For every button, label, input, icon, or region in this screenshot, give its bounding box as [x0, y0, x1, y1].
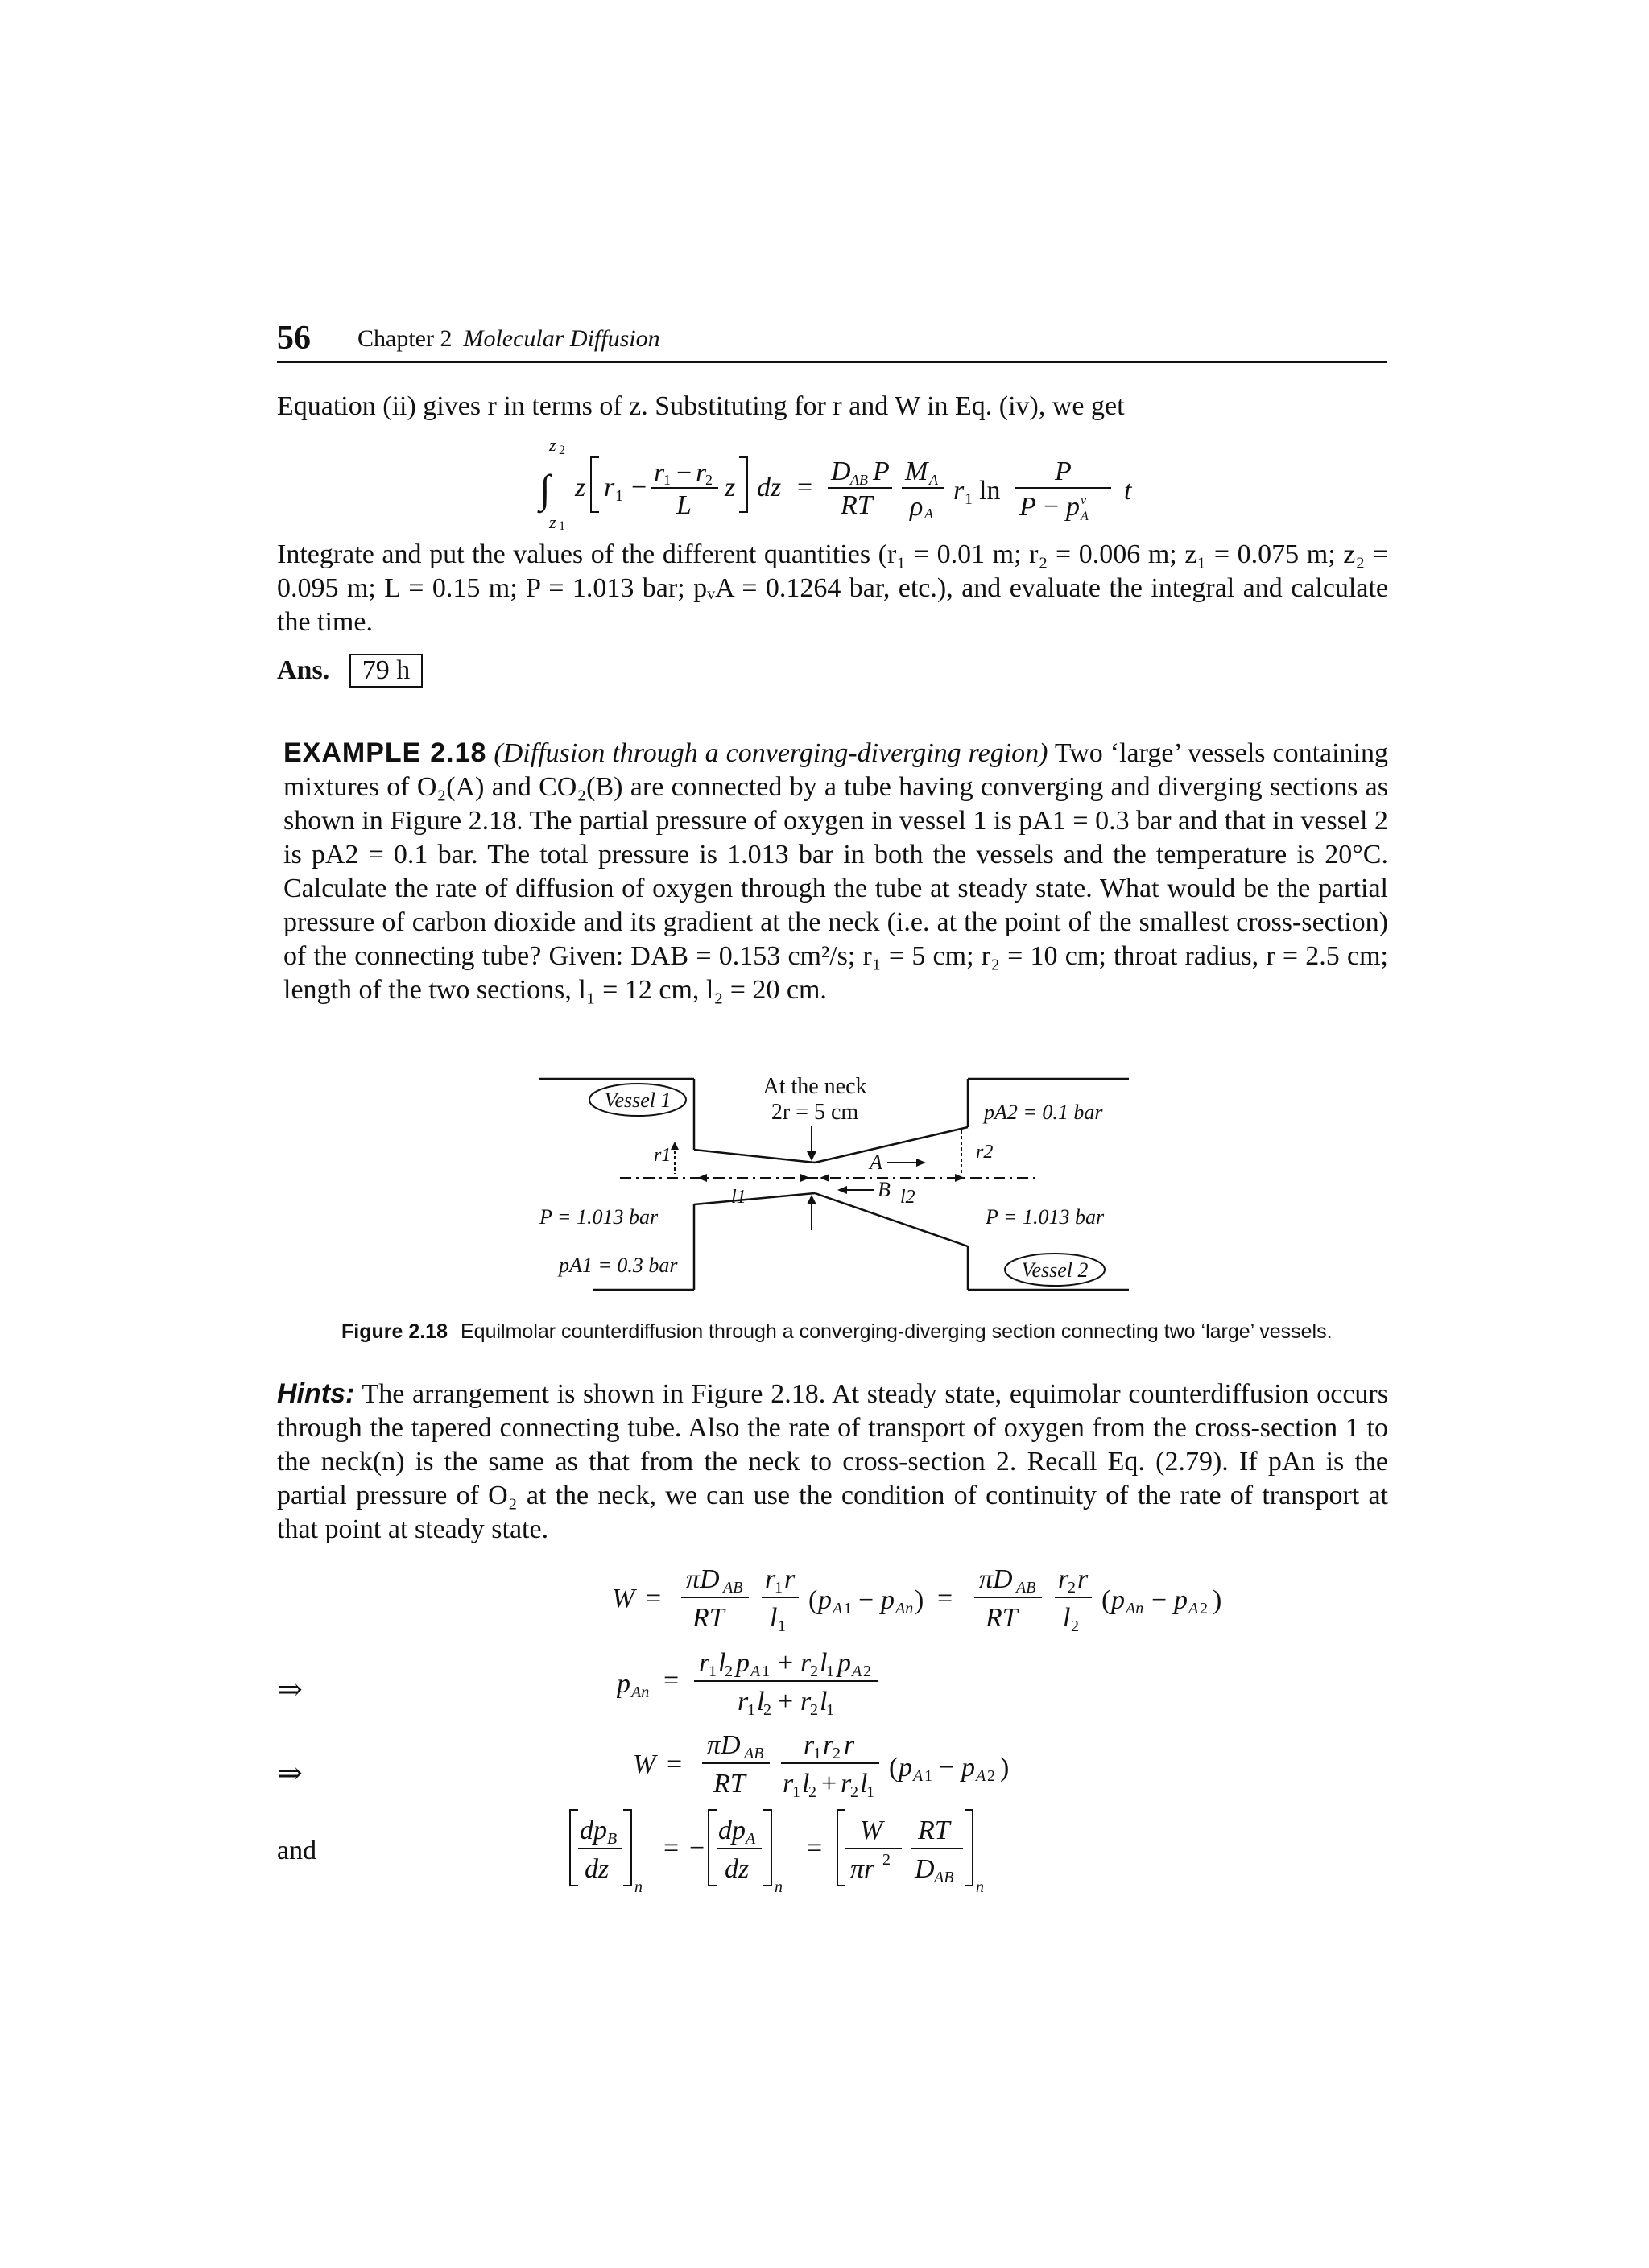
svg-text:n: n — [976, 1878, 984, 1896]
svg-text:RT: RT — [986, 1603, 1018, 1633]
svg-text:+: + — [778, 1648, 794, 1678]
svg-text:2: 2 — [810, 1663, 818, 1680]
hints-paragraph — [277, 1377, 1388, 1547]
equation-w-final-svg — [633, 1723, 1052, 1803]
svg-text:M: M — [905, 456, 928, 486]
svg-text:2: 2 — [725, 1663, 733, 1680]
equation-pan — [617, 1642, 939, 1727]
svg-text:AB: AB — [934, 1869, 954, 1886]
svg-text:dp: dp — [580, 1816, 607, 1845]
arrow-b-label: B — [878, 1178, 891, 1201]
svg-text:P: P — [1019, 492, 1036, 522]
svg-text:1: 1 — [762, 1663, 770, 1680]
svg-text:2: 2 — [1071, 1617, 1079, 1635]
svg-text:dz: dz — [725, 1854, 750, 1884]
svg-text:A: A — [833, 1600, 843, 1617]
svg-text:p: p — [961, 1753, 975, 1783]
svg-text:r: r — [804, 1730, 815, 1760]
svg-text:W: W — [612, 1584, 635, 1613]
svg-text:−: − — [1151, 1585, 1168, 1615]
svg-text:+: + — [821, 1769, 837, 1799]
neck-dimension: 2r = 5 cm — [771, 1100, 859, 1125]
svg-text:P: P — [873, 456, 890, 486]
svg-text:=: = — [663, 1833, 680, 1863]
svg-text:r: r — [841, 1769, 852, 1799]
svg-text:AB: AB — [723, 1579, 743, 1597]
implies-arrow-2: ⇒ — [277, 1757, 303, 1791]
svg-text:l: l — [820, 1648, 828, 1678]
svg-text:A: A — [924, 506, 933, 522]
svg-text:−: − — [631, 473, 647, 502]
vessel1-label: Vessel 1 — [604, 1089, 672, 1112]
svg-text:l: l — [820, 1687, 828, 1716]
svg-text:D: D — [915, 1854, 935, 1884]
figure-caption — [341, 1320, 1388, 1344]
l1-label: l1 — [731, 1187, 746, 1208]
svg-text:l: l — [718, 1648, 726, 1678]
svg-text:p: p — [1111, 1585, 1125, 1615]
svg-text:1: 1 — [709, 1663, 717, 1680]
svg-text:=: = — [667, 1750, 683, 1779]
svg-text:2: 2 — [705, 472, 713, 488]
svg-text:1: 1 — [826, 1663, 834, 1680]
example-body: Two ‘large’ vessels containing mixtures of O₂(A) and CO₂(B) are connected by a tube having converging and diverging sections as shown in Figure 2.18. The partial pressure of oxygen in vessel 1 is pA1 = 0.3 bar and that in vessel 2 is pA2 = 0.1 bar. The total pressure is 1.013 bar in both the vessels and the temperature is 20°C. Calculate the rate of diffusion of oxygen through the tube at steady state. What would be the partial pressure of carbon dioxide and its gradient at the neck (i.e. at the point of the smallest cross-section) of the connecting tube? Given: DAB = 0.153 cm²/s; r₁ = 5 cm; r₂ = 10 cm; throat radius, r = 2.5 cm; length of the two sections, l₁ = 12 cm, l₂ = 20 cm. — [283, 738, 1388, 1005]
intro-line: Equation (ii) gives r in terms of z. Substituting for r and W in Eq. (iv), we get — [277, 391, 1125, 421]
answer-box: 79 h — [349, 654, 424, 688]
svg-text:p: p — [881, 1585, 895, 1615]
svg-text:AB: AB — [850, 472, 868, 488]
svg-text:A: A — [746, 1830, 756, 1848]
svg-text:n: n — [775, 1878, 783, 1896]
svg-text:r: r — [654, 458, 665, 488]
svg-text:): ) — [1213, 1585, 1222, 1615]
svg-text:RT: RT — [918, 1816, 950, 1845]
svg-text:ρ: ρ — [910, 492, 924, 522]
caption-text: Equilmolar counterdiffusion through a converging-diverging section connecting two ‘large’ vessels. — [461, 1320, 1333, 1343]
chapter-number: Chapter 2 — [357, 325, 453, 352]
svg-text:): ) — [1000, 1753, 1010, 1783]
r1-label: r1 — [654, 1145, 672, 1166]
svg-text:A: A — [1081, 510, 1089, 523]
svg-text:2: 2 — [863, 1663, 871, 1680]
svg-text:ln: ln — [979, 476, 1001, 506]
svg-text:p: p — [736, 1648, 750, 1678]
running-head — [277, 319, 1387, 363]
svg-text:r: r — [800, 1648, 812, 1678]
and-word: and — [277, 1836, 317, 1865]
svg-text:1: 1 — [792, 1783, 800, 1801]
svg-text:A: A — [976, 1767, 986, 1785]
svg-text:2: 2 — [559, 444, 565, 457]
svg-text:r: r — [604, 473, 615, 502]
svg-text:1: 1 — [663, 472, 671, 488]
example-label: EXAMPLE 2.18 — [283, 737, 487, 768]
svg-text:(: ( — [808, 1585, 818, 1615]
svg-text:πD: πD — [707, 1730, 741, 1760]
svg-text:r: r — [823, 1730, 834, 1760]
svg-text:πr: πr — [850, 1854, 875, 1884]
svg-text:W: W — [860, 1816, 883, 1845]
svg-text:An: An — [895, 1600, 914, 1617]
svg-text:1: 1 — [615, 487, 623, 505]
pa1-label: pA1 = 0.3 bar — [559, 1254, 678, 1277]
svg-text:r: r — [784, 1564, 796, 1594]
svg-text:1: 1 — [747, 1701, 755, 1719]
svg-text:W: W — [633, 1750, 656, 1779]
svg-text:A: A — [1188, 1600, 1199, 1617]
svg-text:1: 1 — [965, 490, 973, 508]
svg-text:r: r — [696, 458, 707, 488]
svg-text:l: l — [860, 1769, 868, 1799]
l2-label: l2 — [900, 1187, 915, 1208]
svg-text:RT: RT — [713, 1769, 746, 1799]
svg-text:RT: RT — [692, 1603, 725, 1633]
svg-text:p: p — [1174, 1585, 1188, 1615]
svg-text:v: v — [1081, 494, 1087, 507]
svg-text:AB: AB — [1016, 1579, 1036, 1597]
svg-text:p: p — [818, 1585, 832, 1615]
svg-text:p: p — [837, 1648, 851, 1678]
svg-text:2: 2 — [882, 1851, 891, 1869]
svg-text:n: n — [634, 1878, 643, 1896]
svg-text:A: A — [750, 1663, 761, 1680]
svg-text:AB: AB — [744, 1745, 764, 1762]
svg-text:dp: dp — [718, 1816, 746, 1845]
svg-text:(: ( — [1101, 1585, 1111, 1615]
neck-label: At the neck — [763, 1074, 867, 1099]
p-left-label: P = 1.013 bar — [539, 1205, 659, 1229]
svg-text:r: r — [738, 1687, 749, 1716]
svg-text:r: r — [800, 1687, 812, 1716]
svg-text:z: z — [549, 512, 556, 531]
svg-text:2: 2 — [1068, 1579, 1076, 1597]
svg-text:l: l — [770, 1603, 778, 1633]
hints-body: The arrangement is shown in Figure 2.18. At steady state, equimolar counterdiffusion occurs through the tapered connecting tube. Also the rate of transport of oxygen from the cross-section 1 to the neck(n) is the same as that from the neck to cross-section 2. Recall Eq. (2.79). If pAn is the partial pressure of O₂ at the neck, we can use the condition of continuity of the rate of transport at that point at steady state. — [277, 1379, 1388, 1544]
integrate-paragraph: Integrate and put the values of the different quantities (r₁ = 0.01 m; r₂ = 0.006 m; z₁ = 0.075 m; z₂ = 0.095 m; L = 0.15 m; P = 1.013 bar; pᵥA = 0.1264 bar, etc.), and evaluate the integral and calculate the time. — [277, 539, 1388, 637]
svg-text:2: 2 — [1200, 1600, 1208, 1617]
svg-text:r: r — [1077, 1564, 1089, 1594]
figure-diagram — [515, 1061, 1143, 1303]
p-right-label: P = 1.013 bar — [986, 1205, 1105, 1229]
svg-text:l: l — [757, 1687, 765, 1716]
svg-text:∫: ∫ — [539, 466, 551, 511]
example-paragraph — [283, 736, 1388, 1007]
vessel2-label: Vessel 2 — [1021, 1258, 1089, 1282]
equation-w-rate — [612, 1554, 1256, 1646]
svg-text:2: 2 — [850, 1783, 858, 1801]
svg-text:A: A — [913, 1767, 924, 1785]
svg-text:−: − — [689, 1833, 705, 1863]
svg-text:(: ( — [889, 1753, 899, 1783]
svg-text:l: l — [802, 1769, 810, 1799]
svg-text:=: = — [646, 1584, 662, 1613]
equation-pan-svg — [617, 1642, 939, 1723]
svg-text:1: 1 — [866, 1783, 874, 1801]
svg-text:1: 1 — [559, 519, 565, 531]
chapter-title: Molecular Diffusion — [463, 325, 660, 352]
svg-text:1: 1 — [775, 1579, 783, 1597]
svg-text:): ) — [915, 1585, 924, 1615]
answer-row — [277, 654, 423, 688]
svg-text:2: 2 — [833, 1745, 841, 1762]
svg-text:dz: dz — [757, 473, 782, 502]
svg-text:An: An — [1126, 1600, 1144, 1617]
svg-text:1: 1 — [813, 1745, 821, 1762]
equation-gradient — [568, 1803, 1019, 1904]
svg-text:1: 1 — [844, 1600, 852, 1617]
svg-text:An: An — [631, 1683, 650, 1701]
svg-text:2: 2 — [810, 1701, 818, 1719]
equation-w-rate-svg — [612, 1554, 1256, 1642]
svg-text:r: r — [765, 1564, 776, 1594]
svg-text:−: − — [1044, 492, 1060, 522]
svg-text:+: + — [778, 1687, 794, 1716]
svg-text:r: r — [844, 1730, 855, 1760]
svg-text:P: P — [1055, 456, 1072, 486]
chapter-label — [357, 325, 660, 353]
svg-text:r: r — [783, 1769, 794, 1799]
pa2-label: pA2 = 0.1 bar — [984, 1101, 1103, 1124]
svg-text:t: t — [1124, 476, 1132, 506]
svg-text:B: B — [607, 1830, 618, 1848]
equation-w-final — [633, 1723, 1052, 1807]
implies-arrow-1: ⇒ — [277, 1673, 303, 1707]
equation-gradient-svg — [568, 1803, 1019, 1900]
svg-text:p: p — [1066, 492, 1080, 522]
svg-text:πD: πD — [686, 1564, 720, 1594]
svg-text:1: 1 — [826, 1701, 834, 1719]
figure-2-18 — [515, 1061, 1143, 1303]
svg-text:−: − — [939, 1753, 955, 1783]
svg-text:p: p — [899, 1753, 912, 1783]
svg-text:D: D — [831, 456, 851, 486]
svg-text:p: p — [617, 1669, 630, 1699]
svg-text:z: z — [575, 473, 586, 502]
svg-text:RT: RT — [841, 490, 873, 520]
svg-text:z: z — [549, 435, 556, 455]
svg-text:2: 2 — [987, 1767, 995, 1785]
svg-text:2: 2 — [763, 1701, 771, 1719]
svg-text:−: − — [676, 458, 692, 488]
svg-text:1: 1 — [778, 1617, 786, 1635]
svg-text:l: l — [1063, 1603, 1071, 1633]
svg-text:r: r — [953, 476, 965, 506]
caption-number: Figure 2.18 — [341, 1320, 448, 1343]
arrow-a-label: A — [870, 1151, 882, 1174]
svg-text:=: = — [797, 473, 813, 502]
svg-text:r: r — [1058, 1564, 1069, 1594]
svg-text:=: = — [937, 1584, 953, 1613]
hints-label: Hints: — [277, 1378, 355, 1409]
integral-equation-svg — [531, 435, 1143, 531]
svg-text:=: = — [807, 1833, 823, 1863]
svg-text:=: = — [663, 1666, 680, 1696]
svg-text:−: − — [858, 1585, 874, 1615]
example-topic: (Diffusion through a converging-diverging region) — [494, 738, 1048, 768]
svg-text:πD: πD — [979, 1564, 1013, 1594]
integral-equation — [531, 435, 1143, 539]
svg-text:dz: dz — [585, 1854, 610, 1884]
svg-text:1: 1 — [924, 1767, 932, 1785]
r2-label: r2 — [976, 1142, 994, 1163]
svg-text:L: L — [676, 490, 692, 520]
svg-text:A: A — [929, 472, 938, 488]
svg-text:r: r — [699, 1648, 710, 1678]
svg-text:z: z — [725, 473, 736, 502]
answer-label: Ans. — [277, 655, 330, 685]
page-number: 56 — [277, 320, 311, 357]
svg-text:A: A — [852, 1663, 862, 1680]
svg-text:2: 2 — [808, 1783, 816, 1801]
